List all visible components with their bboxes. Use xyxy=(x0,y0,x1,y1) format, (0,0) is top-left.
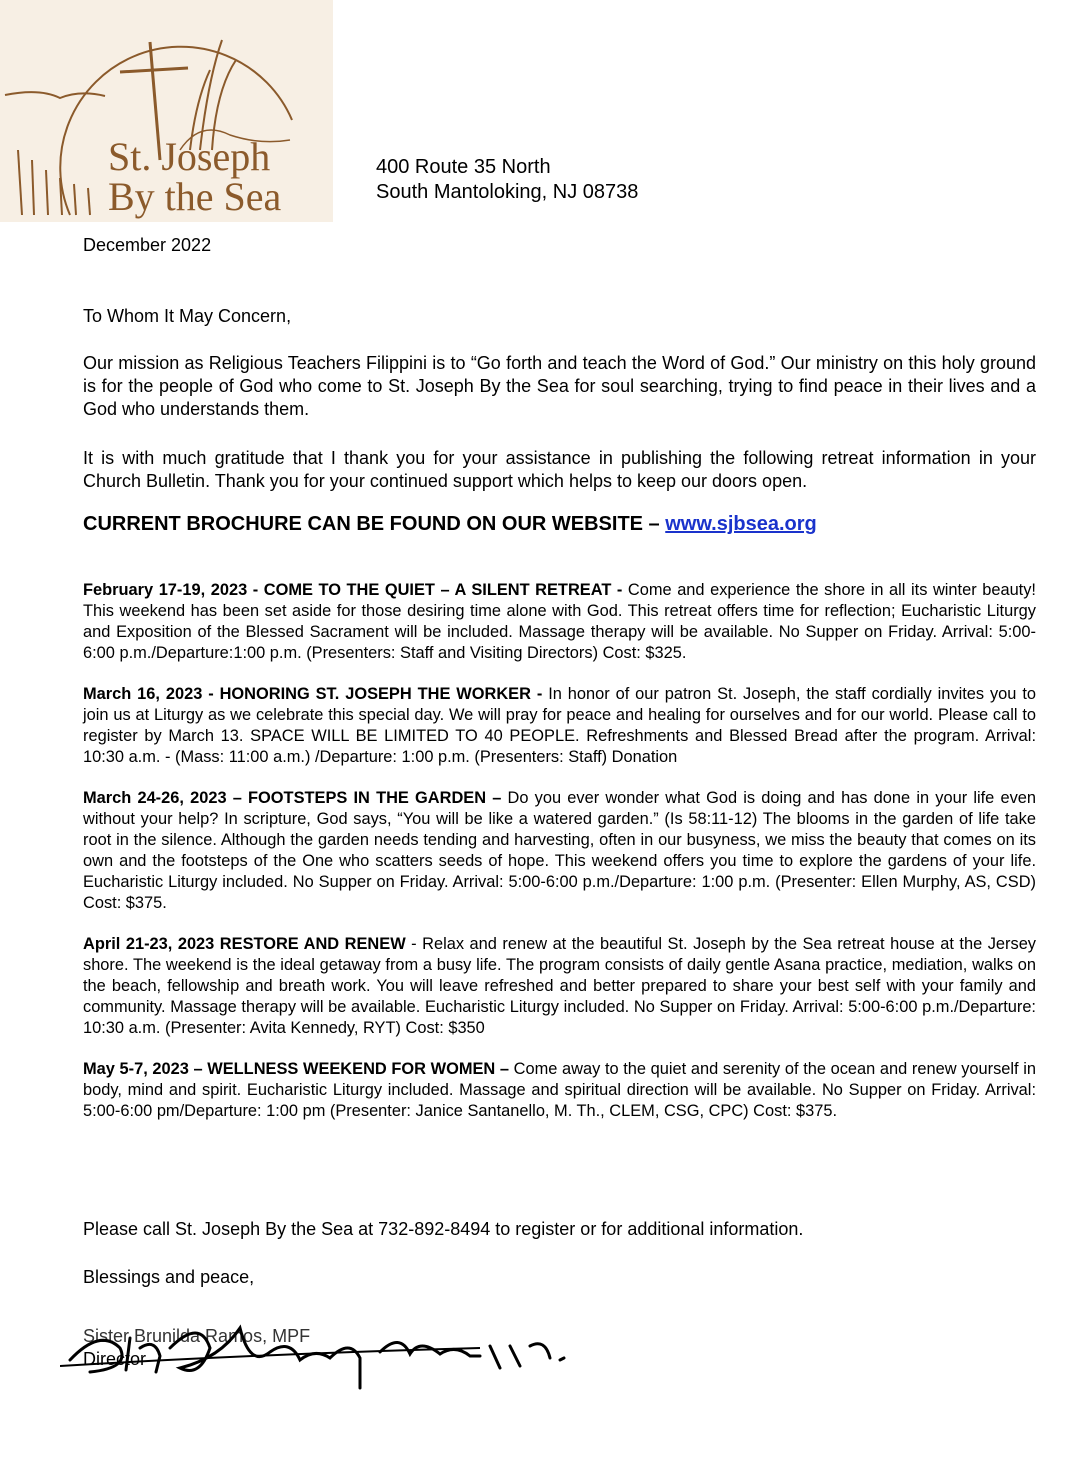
logo-text-line2: By the Sea xyxy=(108,174,282,219)
letter-date: December 2022 xyxy=(83,235,212,255)
signer-title: Director xyxy=(83,1349,147,1369)
brochure-text: CURRENT BROCHURE CAN BE FOUND ON OUR WEBSITE – xyxy=(83,513,666,535)
event-item xyxy=(83,788,1036,914)
greeting: To Whom It May Concern, xyxy=(83,306,292,326)
event-body: - Relax and renew at the beautiful St. Joseph by the Sea retreat house at the Jersey shore. The weekend is the ideal getaway from a busy life. The program consists of daily gentle Asana practice, mediation, walks on the beach, fellowship and breath work. You will leave refreshed and better prepared to share your best self with your family and community. Massage therapy will be available. Eucharistic Liturgy included. No Supper on Friday. Arrival: 5:00-6:00 p.m./Departure: 10:30 a.m. (Presenter: Avita Kennedy, RYT) Cost: $350 xyxy=(83,935,1037,1037)
event-item xyxy=(83,934,1036,1039)
event-title: May 5-7, 2023 – WELLNESS WEEKEND FOR WOMEN – xyxy=(83,1060,510,1078)
address-line1: 400 Route 35 North xyxy=(376,156,551,178)
address-line2: South Mantoloking, NJ 08738 xyxy=(376,181,639,203)
signer-name: Sister Brunilda Ramos, MPF xyxy=(83,1326,311,1346)
event-body: Come away to the quiet and serenity of the ocean and renew yourself in body, mind and spirit. Eucharistic Liturgy included. Massage and spiritual direction will be available. No Supper on Friday. Arrival: 5:00-6:00 pm/Departure: 1:00 pm (Presenter: Janice Santanello, M. Th., CLEM, CSG, CPC) Cost: $375. xyxy=(83,1060,1036,1120)
event-title: April 21-23, 2023 RESTORE AND RENEW xyxy=(83,935,406,953)
closing: Blessings and peace, xyxy=(83,1267,255,1287)
mission-paragraph: Our mission as Religious Teachers Filippini is to “Go forth and teach the Word of God.” Our ministry on this holy ground is for the people of God who come to St. Joseph By the Sea for soul searching, trying to find peace in their lives and a God who understands them. xyxy=(83,353,1036,419)
event-item xyxy=(83,1059,1036,1122)
st-joseph-logo xyxy=(0,0,333,222)
event-title: February 17-19, 2023 - COME TO THE QUIET – A SILENT RETREAT - xyxy=(83,581,623,599)
address-block xyxy=(376,155,638,205)
event-title: March 24-26, 2023 – FOOTSTEPS IN THE GARDEN – xyxy=(83,789,502,807)
event-item xyxy=(83,580,1036,664)
retreat-events xyxy=(83,580,1036,1142)
handwritten-signature xyxy=(60,1308,580,1404)
call-to-register: Please call St. Joseph By the Sea at 732-892-8494 to register or for additional information. xyxy=(83,1219,804,1239)
event-title: March 16, 2023 - HONORING ST. JOSEPH THE WORKER - xyxy=(83,685,543,703)
event-body: Come and experience the shore in all its winter beauty! This weekend has been set aside for those desiring time alone with God. This retreat offers time for reflection; Eucharistic Liturgy and Exposition of the Blessed Sacrament will be included. Massage therapy will be available. No Supper on Friday. Arrival: 5:00-6:00 p.m./Departure:1:00 p.m. (Presenters: Staff and Visiting Directors) Cost: $325. xyxy=(83,581,1036,662)
gratitude-paragraph: It is with much gratitude that I thank you for your assistance in publishing the following retreat information in your Church Bulletin. Thank you for your continued support which helps to keep our doors open. xyxy=(83,448,1036,491)
website-link[interactable]: www.sjbsea.org xyxy=(665,513,817,535)
signature-text: Sister Brunilda Ramos, M.P.F. xyxy=(60,1308,74,1309)
brochure-notice xyxy=(83,513,817,536)
event-body: In honor of our patron St. Joseph, the staff cordially invites you to join us at Liturgy as we celebrate this special day. We will pray for peace and healing for ourselves and for our world. Please call to register by March 13. SPACE WILL BE LIMITED TO 40 PEOPLE. Refreshments and Blessed Bread after the program. Arrival: 10:30 a.m. - (Mass: 11:00 a.m.) /Departure: 1:00 p.m. (Presenters: Staff) Donation xyxy=(83,685,1036,766)
logo-text-line1: St. Joseph xyxy=(108,134,271,179)
event-body: Do you ever wonder what God is doing and has done in your life even without your help? In scripture, God says, “You will be like a watered garden.” (Is 58:11-12) The blooms in the garden of life take root in the silence. Although the garden needs tending and harvesting, often in our busyness, we miss the beauty that comes on its own and the footsteps of the One who scatters seeds of hope. This weekend offers you time to explore the gardens of your life. Eucharistic Liturgy included. No Supper on Friday. Arrival: 5:00-6:00 p.m./Departure: 1:00 p.m. (Presenter: Ellen Murphy, AS, CSD) Cost: $375. xyxy=(83,789,1037,912)
event-item xyxy=(83,684,1036,768)
